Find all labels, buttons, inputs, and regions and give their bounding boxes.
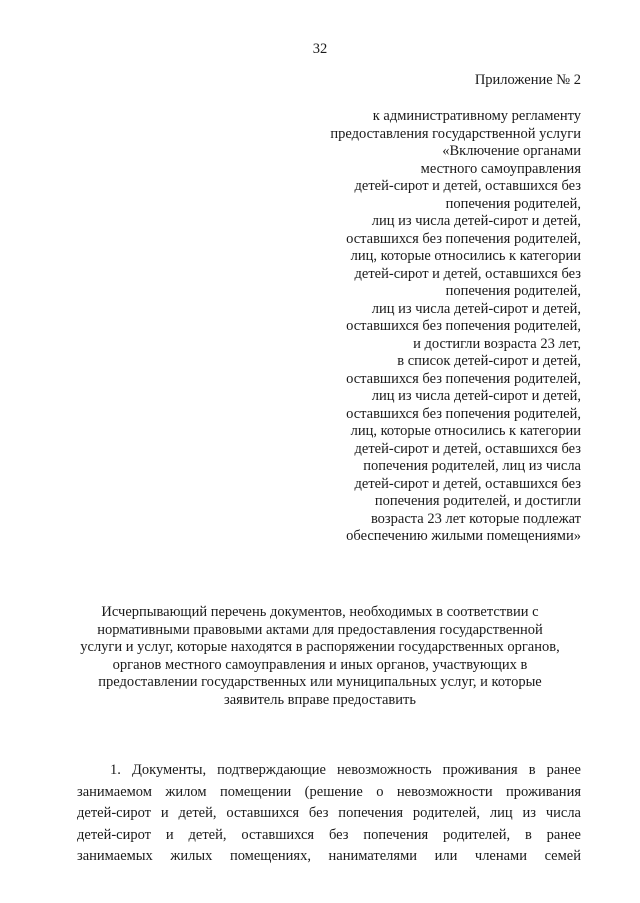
regulation-line: детей-сирот и детей, оставшихся без <box>354 440 581 457</box>
heading-line: услуги и услуг, которые находятся в распоряжении государственных органов, <box>80 639 560 656</box>
regulation-line: оставшихся без попечения родителей, <box>346 405 581 422</box>
regulation-line: детей-сирот и детей, оставшихся без <box>354 178 581 194</box>
regulation-line: попечения родителей, <box>445 195 581 212</box>
regulation-line: детей-сирот и детей, оставшихся без <box>354 265 581 282</box>
regulation-line: оставшихся без попечения родителей, <box>346 230 581 247</box>
heading-line: органов местного самоуправления и иных органов, участвующих в <box>112 656 528 673</box>
regulation-reference <box>281 108 581 546</box>
page-number: 32 <box>312 41 328 57</box>
regulation-line: возраста 23 лет которые подлежат <box>370 510 581 527</box>
regulation-line: лиц, которые относились к категории <box>350 248 581 264</box>
regulation-line: лиц из числа детей-сирот и детей, <box>371 213 581 229</box>
section-heading <box>60 604 580 710</box>
body-line: детей-сирот и детей, оставшихся без попечения родителей, лиц из числа <box>77 805 581 821</box>
body-line: занимаемом жилом помещении (решение о невозможности проживания <box>77 783 581 800</box>
heading-line: заявитель вправе предоставить <box>224 691 416 708</box>
heading-line: нормативными правовыми актами для предоставления государственной <box>97 621 543 638</box>
regulation-line: «Включение органами <box>442 143 581 159</box>
regulation-line: обеспечению жилыми помещениями» <box>346 528 581 544</box>
regulation-line: попечения родителей, <box>445 283 581 299</box>
regulation-line: детей-сирот и детей, оставшихся без <box>354 475 581 492</box>
regulation-line: лиц из числа детей-сирот и детей, <box>371 300 581 317</box>
regulation-line: оставшихся без попечения родителей, <box>346 318 581 334</box>
regulation-line: лиц из числа детей-сирот и детей, <box>371 388 581 404</box>
appendix-title: Приложение № 2 <box>474 72 581 88</box>
body-line: 1. Документы, подтверждающие невозможность проживания в ранее <box>110 762 581 778</box>
regulation-line: в список детей-сирот и детей, <box>397 353 581 369</box>
regulation-line: оставшихся без попечения родителей, <box>346 370 581 387</box>
heading-line: предоставлении государственных или муниципальных услуг, и которые <box>98 674 542 691</box>
regulation-line: предоставления государственной услуги <box>330 125 581 142</box>
regulation-line: попечения родителей, лиц из числа <box>363 458 581 474</box>
body-line: занимаемых жилых помещениях, нанимателями или членами семей <box>77 848 581 864</box>
regulation-line: лиц, которые относились к категории <box>350 423 581 439</box>
regulation-line: и достигли возраста 23 лет, <box>413 335 581 352</box>
body-line: детей-сирот и детей, оставшихся без попечения родителей, в ранее <box>77 826 581 843</box>
regulation-line: попечения родителей, и достигли <box>374 493 581 509</box>
regulation-line: местного самоуправления <box>420 160 581 177</box>
body-paragraph <box>77 760 581 868</box>
heading-line: Исчерпывающий перечень документов, необходимых в соответствии с <box>101 604 539 620</box>
regulation-line: к административному регламенту <box>372 108 581 124</box>
